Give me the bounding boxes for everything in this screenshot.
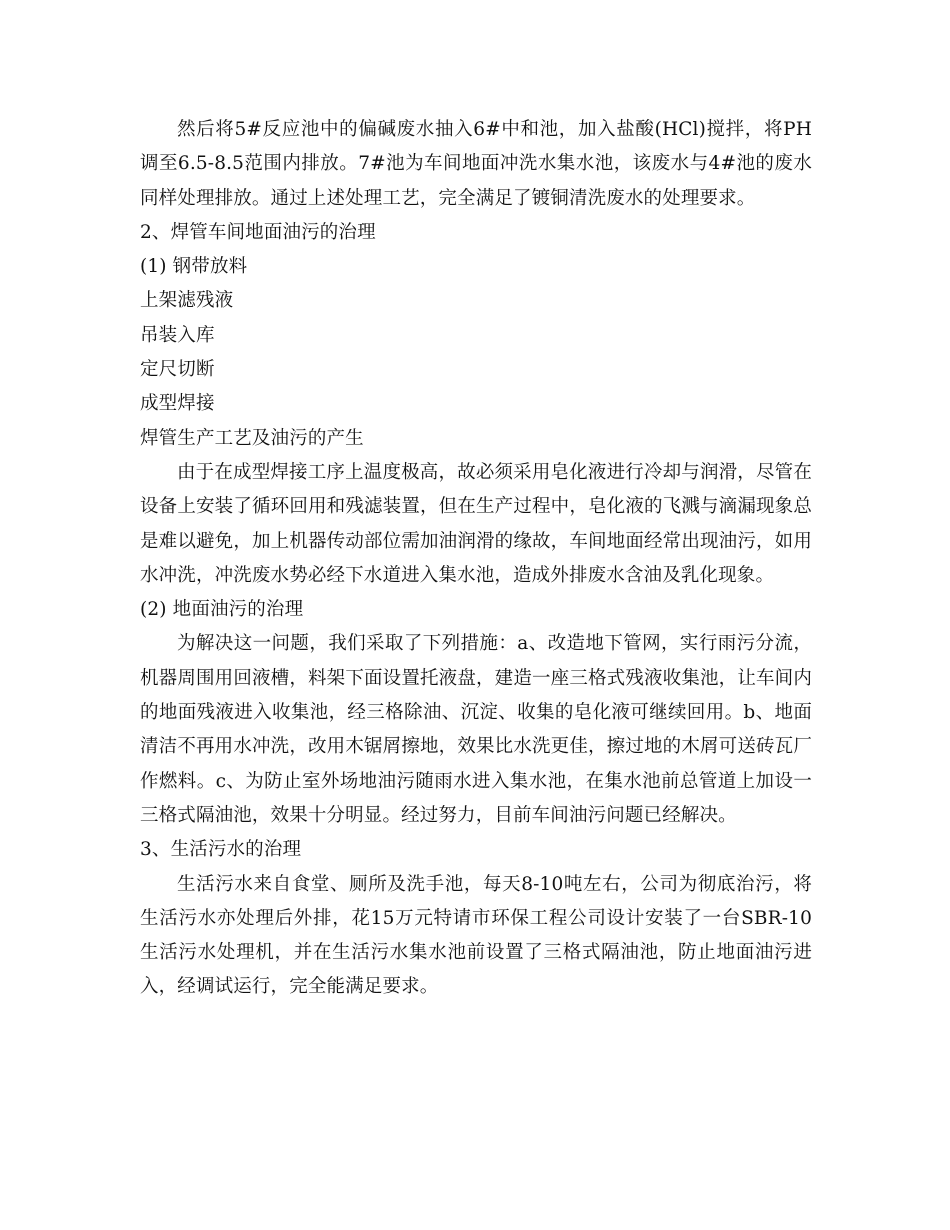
- paragraph-measures: 为解决这一问题，我们采取了下列措施：a、改造地下管网，实行雨污分流，机器周围用回液槽，料架下面设置托液盘，建造一座三格式残液收集池，让车间内的地面残液进入收集池，经三格除油、沉淀、收集的皂化液可继续回用。b、地面清洁不再用水冲洗，改用木锯屑擦地，效果比水洗更佳，擦过地的木屑可送砖瓦厂作燃料。c、为防止室外场地油污随雨水进入集水池，在集水池前总管道上加设一三格式隔油池，效果十分明显。经过努力，目前车间油污问题已经解决。: [140, 633, 812, 826]
- subsection-heading-floor-oil: (2) 地面油污的治理: [140, 599, 304, 621]
- process-step-steel-strip: (1) 钢带放料: [140, 256, 248, 278]
- process-caption: 焊管生产工艺及油污的产生: [140, 427, 364, 449]
- section-heading-oil-pollution: 2、焊管车间地面油污的治理: [140, 221, 376, 243]
- document-body: [140, 113, 812, 1005]
- paragraph-domestic-sewage: 生活污水来自食堂、厕所及洗手池，每天8-10吨左右，公司为彻底治污，将生活污水亦处理后外排，花15万元特请市环保工程公司设计安装了一台SBR-10生活污水处理机，并在生活污水集水池前设置了三格式隔油池，防止地面油污进入，经调试运行，完全能满足要求。: [140, 873, 812, 998]
- section-heading-domestic-sewage: 3、生活污水的治理: [140, 839, 302, 861]
- paragraph-neutralization: 然后将5#反应池中的偏碱废水抽入6#中和池，加入盐酸(HCl)搅拌，将PH调至6.5-8.5范围内排放。7#池为车间地面冲洗水集水池，该废水与4#池的废水同样处理排放。通过上述处理工艺，完全满足了镀铜清洗废水的处理要求。: [140, 119, 812, 209]
- process-step-cutting: 定尺切断: [140, 359, 215, 381]
- process-step-filter: 上架滤残液: [140, 290, 234, 312]
- process-step-storage: 吊装入库: [140, 324, 215, 346]
- paragraph-oil-cause: 由于在成型焊接工序上温度极高，故必须采用皂化液进行冷却与润滑，尽管在设备上安装了循环回用和残滤装置，但在生产过程中，皂化液的飞溅与滴漏现象总是难以避免，加上机器传动部位需加油润滑的缘故，车间地面经常出现油污，如用水冲洗，冲洗废水势必经下水道进入集水池，造成外排废水含油及乳化现象。: [140, 461, 812, 586]
- process-step-welding: 成型焊接: [140, 393, 215, 415]
